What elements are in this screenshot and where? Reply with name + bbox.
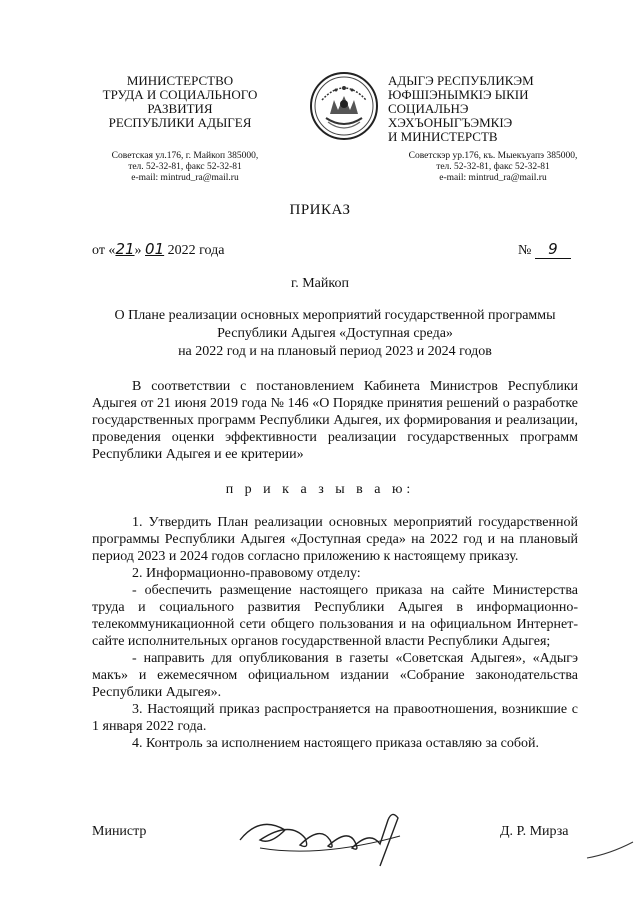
date-middle: » (134, 243, 146, 258)
header-left-line: РЕСПУБЛИКИ АДЫГЕЯ (108, 115, 252, 130)
subject-line: на 2022 год и на плановый период 2023 и 2024 годов (178, 344, 492, 359)
address-line: тел. 52-32-81, факс 52-32-81 (436, 162, 550, 172)
header-right-line: СОЦИАЛЬНЭ (388, 101, 469, 116)
city: г. Майкоп (291, 276, 349, 291)
header-right-line: АДЫГЭ РЕСПУБЛИКЭМ (388, 73, 534, 88)
order-subject (92, 307, 578, 361)
signatory-position: Министр (92, 824, 147, 839)
address-russian (90, 151, 280, 184)
address-line: Советскэр ур.176, къ. Мыекъуапэ 385000, (408, 151, 578, 161)
ministry-name-adyghe (388, 74, 588, 144)
coat-of-arms-icon (308, 70, 380, 142)
number-prefix: № (518, 243, 535, 258)
date-suffix: 2022 года (164, 243, 225, 258)
number-value-handwritten: 9 (535, 240, 571, 259)
order-items (92, 514, 578, 752)
header-left-line: РАЗВИТИЯ (147, 101, 213, 116)
date-day-handwritten: 21 (115, 240, 135, 258)
header-right-line: ЮФШIЭНЫМКIЭ ЫКIИ (388, 87, 529, 102)
date-month-handwritten: 01 (145, 240, 165, 258)
subject-line: О Плане реализации основных мероприятий государственной программы (114, 308, 556, 323)
header-left-line: ТРУДА И СОЦИАЛЬНОГО (102, 87, 258, 102)
order-item: 2. Информационно-правовому отделу: (132, 566, 361, 581)
order-title: ПРИКАЗ (289, 202, 351, 218)
subject-line: Республики Адыгея «Доступная среда» (217, 326, 453, 341)
email-address: e-mail: mintrud_ra@mail.ru (439, 173, 547, 183)
order-item: 1. Утвердить План реализации основных мероприятий государственной программы Республики Адыгея «Доступная среда» на 2022 год и на плановый период 2023 и 2024 годов согласно приложению к настоящему приказу. (92, 515, 578, 564)
order-directive: п р и к а з ы в а ю: (225, 482, 415, 497)
header-right-line: ХЭХЪОНЫГЪЭМКIЭ (388, 115, 513, 130)
ministry-name-russian (90, 74, 270, 130)
order-date (92, 240, 224, 259)
order-item: 4. Контроль за исполнением настоящего приказа оставляю за собой. (132, 736, 540, 751)
address-line: Советская ул.176, г. Майкоп 385000, (111, 151, 259, 161)
corner-mark-icon (585, 836, 635, 866)
address-line: тел. 52-32-81, факс 52-32-81 (128, 162, 242, 172)
handwritten-signature-icon (230, 800, 430, 870)
header-left-line: МИНИСТЕРСТВО (126, 73, 234, 88)
address-adyghe (388, 151, 598, 184)
preamble-paragraph: В соответствии с постановлением Кабинета Министров Республики Адыгея от 21 июня 2019 года № 146 «О Порядке принятия решений о разработке государственных программ Республики Адыгея, их формирования и реализации, проведения оценки эффективности реализации государственных программ Республики Адыгея и ее критерии» (92, 379, 578, 462)
signatory-name: Д. Р. Мирза (500, 824, 569, 839)
date-prefix: от « (92, 243, 116, 258)
order-number (518, 240, 571, 259)
email-address: e-mail: mintrud_ra@mail.ru (131, 173, 239, 183)
order-item: - обеспечить размещение настоящего приказа на сайте Министерства труда и социального развития Республики Адыгея в информационно-телекоммуникационной сети общего пользования и на официальном Интернет-сайте исполнительных органов государственной власти Республики Адыгея; (92, 583, 578, 649)
order-item: 3. Настоящий приказ распространяется на правоотношения, возникшие с 1 января 2022 года. (92, 702, 578, 734)
order-item: - направить для опубликования в газеты «Советская Адыгея», «Адыгэ макъ» и ежемесячном официальном издании «Собрание законодательства Республики Адыгея». (92, 651, 578, 700)
header-right-line: И МИНИСТЕРСТВ (388, 129, 498, 144)
